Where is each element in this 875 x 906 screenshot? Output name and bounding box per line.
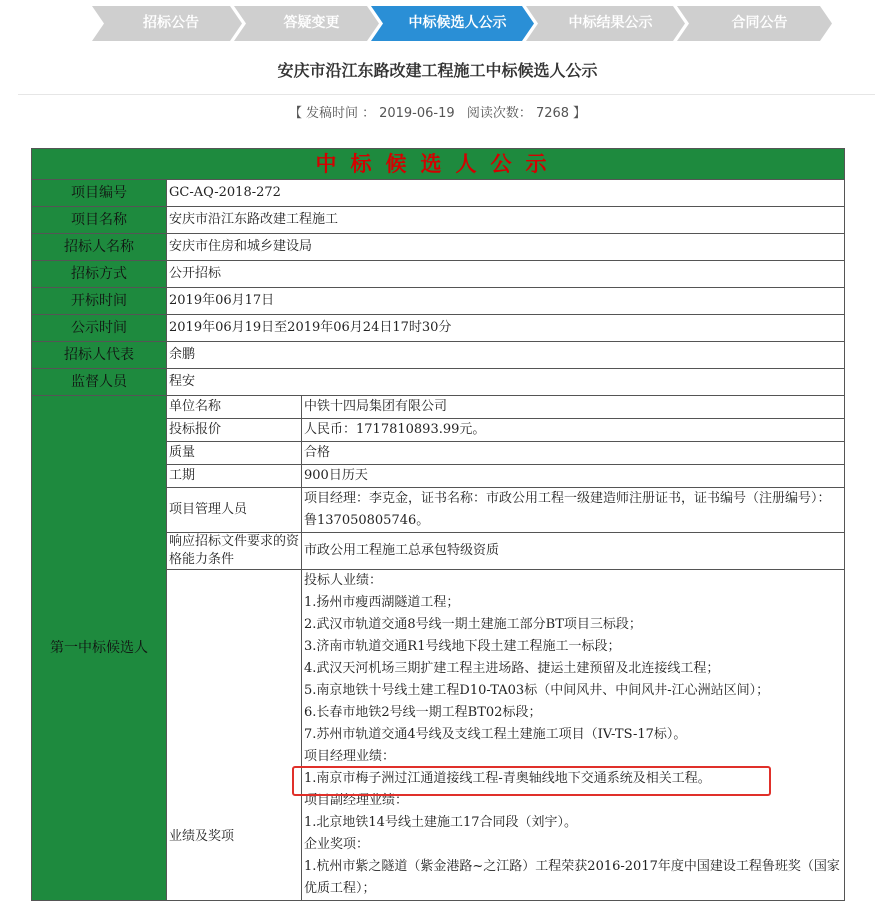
step-bid-notice[interactable]: 招标公告	[143, 15, 199, 31]
table-row	[32, 396, 845, 419]
views-count: 7268	[535, 106, 570, 121]
list-item: 7.苏州市轨道交通4号线及支线工程土建施工项目（IV-TS-17标）。	[304, 727, 687, 742]
project-code: GC-AQ-2018-272	[167, 180, 845, 207]
list-item: 4.武汉天河机场三期扩建工程主进场路、捷运土建预留及北连接线工程；	[304, 661, 720, 676]
views-label: 阅读次数：	[466, 106, 532, 121]
tenderer-name: 安庆市住房和城乡建设局	[167, 234, 845, 261]
step-candidate-notice[interactable]: 中标候选人公示	[408, 15, 507, 31]
progress-steps	[92, 6, 832, 41]
table-row	[32, 234, 845, 261]
row-label: 招标人代表	[32, 342, 167, 369]
table-banner: 中标候选人公示	[32, 149, 845, 180]
table-row	[32, 207, 845, 234]
row-label: 开标时间	[32, 288, 167, 315]
page-title: 安庆市沿江东路改建工程施工中标候选人公示	[277, 61, 598, 80]
tender-method: 公开招标	[167, 261, 845, 288]
award-head: 企业奖项：	[304, 837, 370, 852]
table-row	[32, 288, 845, 315]
step-qa-change[interactable]: 答疑变更	[283, 15, 340, 31]
manager-label: 项目管理人员	[167, 488, 302, 533]
table-row	[32, 261, 845, 288]
publish-meta	[0, 102, 875, 121]
row-label: 监督人员	[32, 369, 167, 396]
performance-content	[302, 570, 845, 901]
period-value: 900日历天	[302, 465, 845, 488]
highlighted-performance	[304, 768, 842, 790]
list-item: 2.武汉市轨道交通8号线一期土建施工部分BT项目三标段；	[304, 617, 642, 632]
unit-name: 中铁十四局集团有限公司	[302, 396, 845, 419]
list-item: 1.扬州市瘦西湖隧道工程；	[304, 595, 460, 610]
row-label: 项目名称	[32, 207, 167, 234]
manager-value: 项目经理：李克金，证书名称：市政公用工程一级建造师注册证书，证书编号（注册编号）：鲁137050805746。	[302, 488, 845, 533]
list-item: 6.长春市地铁2号线一期工程BT02标段；	[304, 705, 542, 720]
row-label: 招标人名称	[32, 234, 167, 261]
list-item: 1.南京市梅子洲过江通道接线工程-青奥轴线地下交通系统及相关工程。	[304, 771, 711, 786]
quality-value: 合格	[302, 442, 845, 465]
list-item: 3.济南市轨道交通R1号线地下段土建工程施工一标段；	[304, 639, 621, 654]
publish-date: 2019-06-19	[379, 106, 455, 121]
quality-label: 质量	[167, 442, 302, 465]
unit-label: 单位名称	[167, 396, 302, 419]
step-result-notice[interactable]: 中标结果公示	[568, 15, 653, 31]
bid-price: 人民币：1717810893.99元。	[302, 419, 845, 442]
table-row	[32, 342, 845, 369]
row-label: 招标方式	[32, 261, 167, 288]
deputy-performance-head: 项目副经理业绩：	[304, 793, 409, 808]
table-row	[32, 369, 845, 396]
list-item: 1.杭州市紫之隧道（紫金港路~之江路）工程荣获2016-2017年度中国建设工程鲁班奖（国家优质工程）；	[304, 859, 840, 896]
tenderer-representative: 余鹏	[167, 342, 845, 369]
opening-time: 2019年06月17日	[167, 288, 845, 315]
row-label: 项目编号	[32, 180, 167, 207]
meta-open: 【	[288, 106, 302, 121]
period-label: 工期	[167, 465, 302, 488]
candidate-notice-table	[31, 148, 845, 901]
candidate-label: 第一中标候选人	[32, 396, 167, 901]
performance-label: 业绩及奖项	[167, 570, 302, 901]
meta-close: 】	[573, 106, 587, 121]
bid-label: 投标报价	[167, 419, 302, 442]
publicity-period: 2019年06月19日至2019年06月24日17时30分	[167, 315, 845, 342]
qualification-value: 市政公用工程施工总承包特级资质	[302, 533, 845, 570]
row-label: 公示时间	[32, 315, 167, 342]
manager-performance-head: 项目经理业绩：	[304, 749, 396, 764]
list-item: 1.北京地铁14号线土建施工17合同段（刘宇）。	[304, 815, 577, 830]
project-name: 安庆市沿江东路改建工程施工	[167, 207, 845, 234]
qualification-label: 响应招标文件要求的资格能力条件	[167, 533, 302, 570]
list-item: 5.南京地铁十号线土建工程D10-TA03标（中间风井、中间风井-江心洲站区间）；	[304, 683, 770, 698]
supervisor: 程安	[167, 369, 845, 396]
step-contract-notice[interactable]: 合同公告	[731, 15, 788, 31]
publish-label: 发稿时间 ：	[305, 106, 376, 121]
table-row	[32, 180, 845, 207]
bidder-performance-head: 投标人业绩：	[304, 573, 383, 588]
table-row	[32, 315, 845, 342]
title-divider	[18, 94, 875, 95]
